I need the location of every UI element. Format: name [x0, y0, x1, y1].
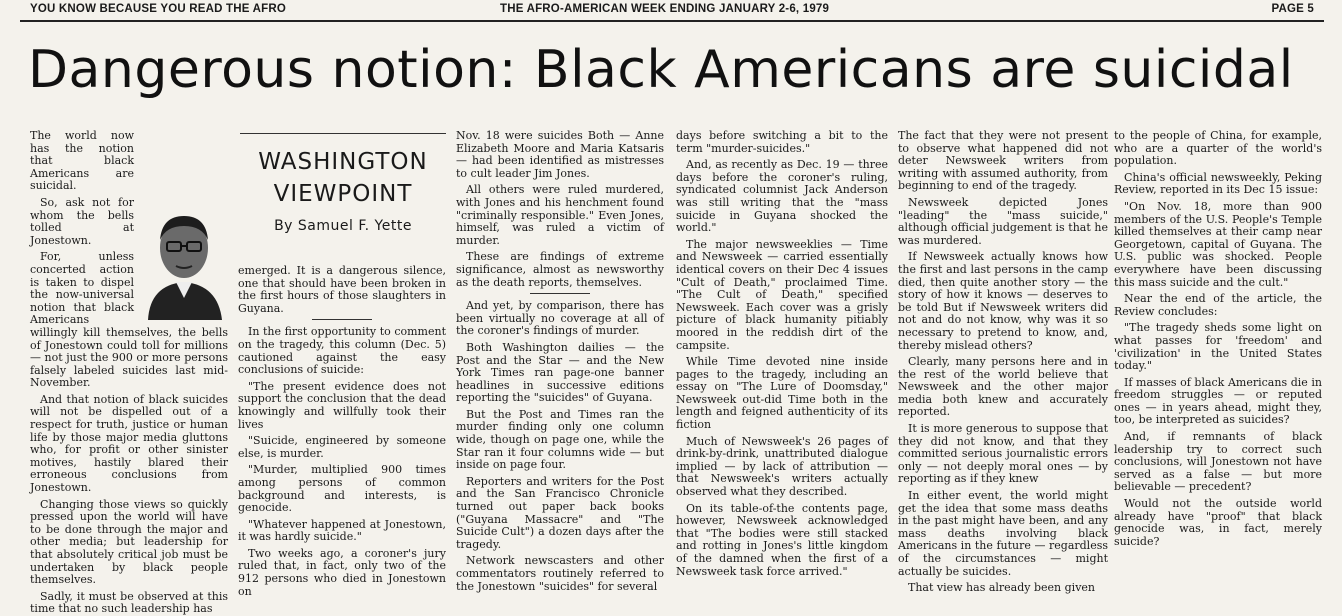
- paragraph: Clearly, many persons here and in the rest of the world believe that Newsweek and the other major media both knew and accurately reported.: [898, 355, 1108, 419]
- paragraph: days before switching a bit to the term "murder-suicides.": [676, 129, 888, 155]
- paragraph: On its table-of-the contents page, however, Newsweek acknowledged that "The bodies were still stacked and rotting in Jones's little kingdom of the damned when the first of a Newsweek task force arrived.": [676, 501, 888, 578]
- paragraph: "On Nov. 18, more than 900 members of the U.S. People's Temple killed themselves at their camp near Georgetown, capital of Guyana. The U.S. public was shocked. People everywhere have been discussing this mass suicide and the cult.": [1114, 199, 1322, 289]
- paragraph: If Newsweek actually knows how the first and last persons in the camp died, then quite another story — the story of how it knows — deserves to be told But if Newsweek writers did not and do not know, why was it so necessary to pretend to know, and, thereby mislead others?: [898, 250, 1108, 352]
- paragraph: The major newsweeklies — Time and Newsweek — carried essentially identical covers on their Dec 4 issues "Cult of Death," proclaimed Time. "The Cult of Death," specified Newsweek. Each cover was a grisly picture of black humanity pitiably moored in the reddish dirt of the campsite.: [676, 237, 888, 352]
- paragraph: Sadly, it must be observed at this time that no such leadership has: [30, 589, 228, 616]
- headline: Dangerous notion: Black Americans are suicidal: [28, 40, 1294, 100]
- paragraph: So, ask not for whom the bells tolled at Jonestown.: [30, 195, 134, 247]
- paragraph: And, if remnants of black leadership try to correct such conclusions, will Jonestown not have served as a false — but more believable — precedent?: [1114, 430, 1322, 494]
- top-rule: [20, 20, 1324, 22]
- paragraph: And yet, by comparison, there has been virtually no coverage at all of the coroner's findings of murder.: [456, 299, 664, 338]
- paragraph: emerged. It is a dangerous silence, one that should have been broken in the first hours of those slaughters in Guyana.: [238, 264, 446, 315]
- article-column-2: [238, 264, 446, 598]
- paragraph: The world now has the notion that black Americans are suicidal.: [30, 129, 134, 193]
- paragraph: Nov. 18 were suicides Both — Anne Elizabeth Moore and Maria Katsaris — had been identified as mistresses to cult leader Jim Jones.: [456, 129, 664, 180]
- article-column-1: [30, 129, 228, 616]
- paragraph: "Murder, multiplied 900 times among persons of common background and interests, is genocide.: [238, 463, 446, 515]
- article-column-6: [1114, 130, 1322, 580]
- paragraph: "The tragedy sheds some light on what passes for 'freedom' and 'civilization' in the United States today.": [1114, 321, 1322, 373]
- paragraph: In either event, the world might get the idea that some mass deaths in the past might have been, and any mass deaths involving black Americans in the future — regardless of the circumstances — might actually be suicides.: [898, 489, 1108, 578]
- column-heading-box: [240, 133, 446, 258]
- paragraph: Reporters and writers for the Post and the San Francisco Chronicle turned out paper back books ("Guyana Massacre" and "The Suicide Cult") a dozen days after the tragedy.: [456, 474, 664, 551]
- folio-center: THE AFRO-AMERICAN WEEK ENDING JANUARY 2-6, 1979: [500, 3, 830, 15]
- kicker-line-1: WASHINGTON: [258, 149, 428, 175]
- paragraph: Network newscasters and other commentators routinely referred to the Jonestown "suicides" for several: [456, 554, 664, 593]
- author-portrait: [140, 190, 228, 320]
- paragraph: Newsweek depicted Jones "leading" the "mass suicide," although official judgement is that he was murdered.: [898, 195, 1108, 247]
- paragraph: While Time devoted nine inside pages to the tragedy, including an essay on "The Lure of Doomsday," Newsweek out-did Time both in the length and feigned authenticity of its fiction: [676, 355, 888, 432]
- article-column-5: [898, 129, 1108, 595]
- divider: [530, 293, 590, 294]
- paragraph: Much of Newsweek's 26 pages of drink-by-drink, unattributed dialogue implied — by lack of attribution — that Newsweek's writers actually observed what they described.: [676, 434, 888, 499]
- paragraph: All others were ruled murdered, with Jones and his henchment found "criminally responsible." Even Jones, himself, was ruled a victim of murder.: [456, 183, 664, 247]
- paragraph: These are findings of extreme significance, almost as newsworthy as the death reports, themselves.: [456, 250, 664, 289]
- folio-left: YOU KNOW BECAUSE YOU READ THE AFRO: [30, 3, 286, 15]
- paragraph: That view has already been given: [908, 581, 1095, 595]
- paragraph: For, unless concerted action is taken to dispel the now-universal notion that black Americans willingly kill themselves, the bells of Jonestown could toll for millions — not just the 900 or more persons falsely labeled suicides last mid-November.: [30, 250, 228, 390]
- byline: By Samuel F. Yette: [274, 218, 412, 234]
- divider: [312, 319, 372, 320]
- article-column-3: [456, 129, 664, 593]
- folio-bar: [0, 0, 1342, 20]
- paragraph: In the first opportunity to comment on the tragedy, this column (Dec. 5) cautioned against the easy conclusions of suicide:: [238, 325, 446, 377]
- paragraph: Changing those views so quickly pressed upon the world will have to be done through the major and other media; but leadership for that absolutely critical job must be undertaken by black people themselves.: [30, 497, 228, 587]
- folio-page-number: PAGE 5: [1271, 3, 1314, 15]
- paragraph: Would not the outside world already have "proof" that black genocide was, in fact, merely suicide?: [1114, 497, 1322, 548]
- article-column-4: [676, 130, 888, 580]
- portrait-photo-icon: [140, 190, 228, 320]
- paragraph: And that notion of black suicides will not be dispelled out of a respect for truth, justice or human life by those major media gluttons who, for profit or other sinister motives, hastily blared their erroneous conclusions from Jonestown.: [30, 392, 228, 495]
- paragraph: It is more generous to suppose that they did not know, and that they committed serious journalistic errors only — not deeply moral ones — by reporting as if they knew: [898, 422, 1108, 486]
- paragraph: And, as recently as Dec. 19 — three days before the coroner's ruling, syndicated columnist Jack Anderson was still writing that the "mass suicide in Guyana shocked the world.": [676, 158, 888, 235]
- paragraph: China's official newsweekly, Peking Review, reported in its Dec 15 issue:: [1114, 170, 1322, 197]
- kicker-line-2: VIEWPOINT: [273, 181, 413, 207]
- paragraph: The fact that they were not present to observe what happened did not deter Newsweek writers from writing with assumed authority, from beginning to end of the tragedy.: [898, 129, 1108, 193]
- paragraph: "The present evidence does not support the conclusion that the dead knowingly and willfully took their lives: [238, 379, 446, 431]
- paragraph: But the Post and Times ran the murder finding only one column wide, though on page one, while the Star ran it four columns wide — but inside on page four.: [456, 407, 664, 472]
- paragraph: to the people of China, for example, who are a quarter of the world's population.: [1114, 129, 1322, 168]
- paragraph: Both Washington dailies — the Post and the Star — and the New York Times ran page-one banner headlines in successive editions reporting the "suicides" of Guyana.: [456, 340, 664, 405]
- paragraph: Near the end of the article, the Review concludes:: [1114, 292, 1322, 318]
- paragraph: If masses of black Americans die in freedom struggles — or reputed ones — in years ahead, might they, too, be interpreted as suicides?: [1114, 375, 1322, 427]
- paragraph: "Suicide, engineered by someone else, is murder.: [238, 434, 446, 460]
- column-kicker: [248, 146, 438, 210]
- paragraph: "Whatever happened at Jonestown, it was hardly suicide.": [238, 517, 446, 544]
- paragraph: Two weeks ago, a coroner's jury ruled that, in fact, only two of the 912 persons who died in Jonestown on: [238, 546, 446, 598]
